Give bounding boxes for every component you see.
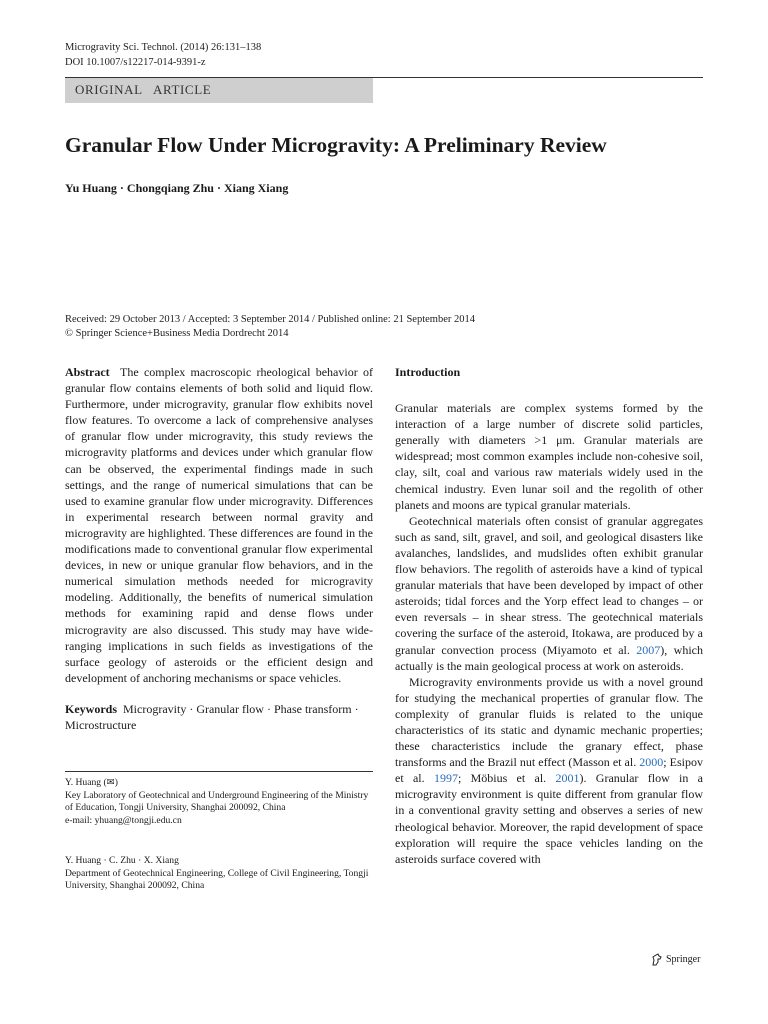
intro-p2-text-b: ), which actually is the main geological process at work on asteroids. (395, 642, 703, 673)
corresponding-author: Y. Huang (✉) (65, 777, 118, 788)
keywords-text: Microgravity · Granular flow · Phase transform · Microstructure (65, 701, 359, 732)
intro-paragraph-1: Granular materials are complex systems formed by the interaction of a large number of discrete solid particles, generally with diameters >1 μm. Granular materials are widespread; most common examples include non-cohesive soil, clay, silt, coal and various raw materials widely used in the chemical industry. Even lunar soil and the regolith of other planets and moons are typical granular materials. (395, 401, 703, 512)
intro-p3-text-c: ; Möbius et al. (457, 771, 556, 786)
footnote-corresponding (65, 777, 373, 827)
journal-citation: Microgravity Sci. Technol. (2014) 26:131–138 (65, 42, 262, 53)
affiliation-names: Y. Huang · C. Zhu · X. Xiang (65, 855, 179, 866)
citation-link-mobius[interactable]: 2001 (555, 771, 580, 786)
publisher-logo (651, 953, 700, 966)
article-type-bar (65, 78, 373, 103)
abstract-text: The complex macroscopic rheological behavior of granular flow contains elements of both solid and liquid flow. Furthermore, under microgravity, granular flow exhibits novel flow features. To overcome a lack of comprehensive analyses of granular flow under microgravity, this study reviews the microgravity platforms and devices under which granular flow can be observed, the experimental findings made in such settings, and the range of numerical simulations that can be used to examine granular flow under microgravity. Differences in experimental research between normal gravity and microgravity are highlighted. These differences are found in the modifications made to conventional granular flow experimental devices, in new or unique granular flow behaviors, and in the numerical simulation methods needed for microgravity modeling. Additionally, the benefits of numerical simulation methods for examining rapid and dense flows under microgravity are also discussed. This study may have wide-ranging implications in such fields as investigations of the surface geology of asteroids or the efficient design and development of anchoring mechanisms or space vehicles. (65, 365, 373, 685)
footnote-affiliations (65, 855, 373, 893)
author-list: Yu Huang · Chongqiang Zhu · Xiang Xiang (65, 181, 289, 195)
keywords-heading: Keywords (65, 701, 117, 716)
intro-paragraph-2 (395, 513, 703, 674)
footnote-rule (65, 771, 373, 772)
citation-link-masson[interactable]: 2000 (639, 755, 664, 770)
intro-p3-text-b: ; Esipov et al. (395, 755, 703, 786)
right-column (395, 364, 703, 867)
citation-link-miyamoto[interactable]: 2007 (636, 642, 661, 657)
publisher-name: Springer (666, 954, 701, 965)
journal-header (65, 40, 261, 70)
article-type: ORIGINAL ARTICLE (75, 82, 212, 97)
intro-p2-text-a: Geotechnical materials often consist of granular aggregates such as sand, silt, gravel, and soil, and geological disasters like avalanches, landslides, and mudslides often exhibit granular flow behaviors. The regolith of asteroids have a kind of typical granular materials that have been developed by impact of other asteroids; tidal forces and the Yorp effect lead to changes – or even reversals – in shear stress. The geotechnical materials covering the surface of the asteroid, Itokawa, are produced by a granular convection process (Miyamoto et al. (395, 513, 703, 657)
email-link[interactable]: e-mail: yhuang@tongji.edu.cn (65, 814, 182, 826)
springer-horse-icon (651, 953, 663, 966)
intro-p3-text-d: ). Granular flow in a microgravity environment is quite different from granular flow in a conventional gravity setting and observes a series of new rheological behavior. Moreover, the rapid development of space exploration will require the space vehicles landing on the asteroids surface covered with (395, 771, 703, 866)
corresponding-affiliation: Key Laboratory of Geotechnical and Underground Engineering of the Ministry of Education, Tongji University, Shanghai 200092, China (65, 789, 369, 814)
abstract (65, 364, 373, 686)
section-heading-introduction: Introduction (395, 365, 461, 379)
keywords (65, 701, 373, 733)
doi: DOI 10.1007/s12217-014-9391-z (65, 57, 206, 68)
copyright-line: © Springer Science+Business Media Dordrecht 2014 (65, 328, 289, 339)
intro-paragraph-3 (395, 674, 703, 867)
paper-title: Granular Flow Under Microgravity: A Preliminary Review (65, 133, 607, 157)
left-column (65, 364, 373, 733)
intro-p3-text-a: Microgravity environments provide us with a novel ground for studying the mechanical properties of granular flow. The complexity of granular fluids is related to the unique characteristics of its static and dynamic mechanic properties; these characteristics include the granary effect, phase transforms and the Brazil nut effect (Masson et al. (395, 674, 703, 770)
abstract-heading: Abstract (65, 365, 110, 379)
affiliation-department: Department of Geotechnical Engineering, College of Civil Engineering, Tongji University, Shanghai 200092, China (65, 867, 369, 892)
history-line: Received: 29 October 2013 / Accepted: 3 September 2014 / Published online: 21 September 2014 (65, 314, 475, 325)
publication-dates (65, 313, 475, 341)
citation-link-esipov[interactable]: 1997 (433, 771, 458, 786)
